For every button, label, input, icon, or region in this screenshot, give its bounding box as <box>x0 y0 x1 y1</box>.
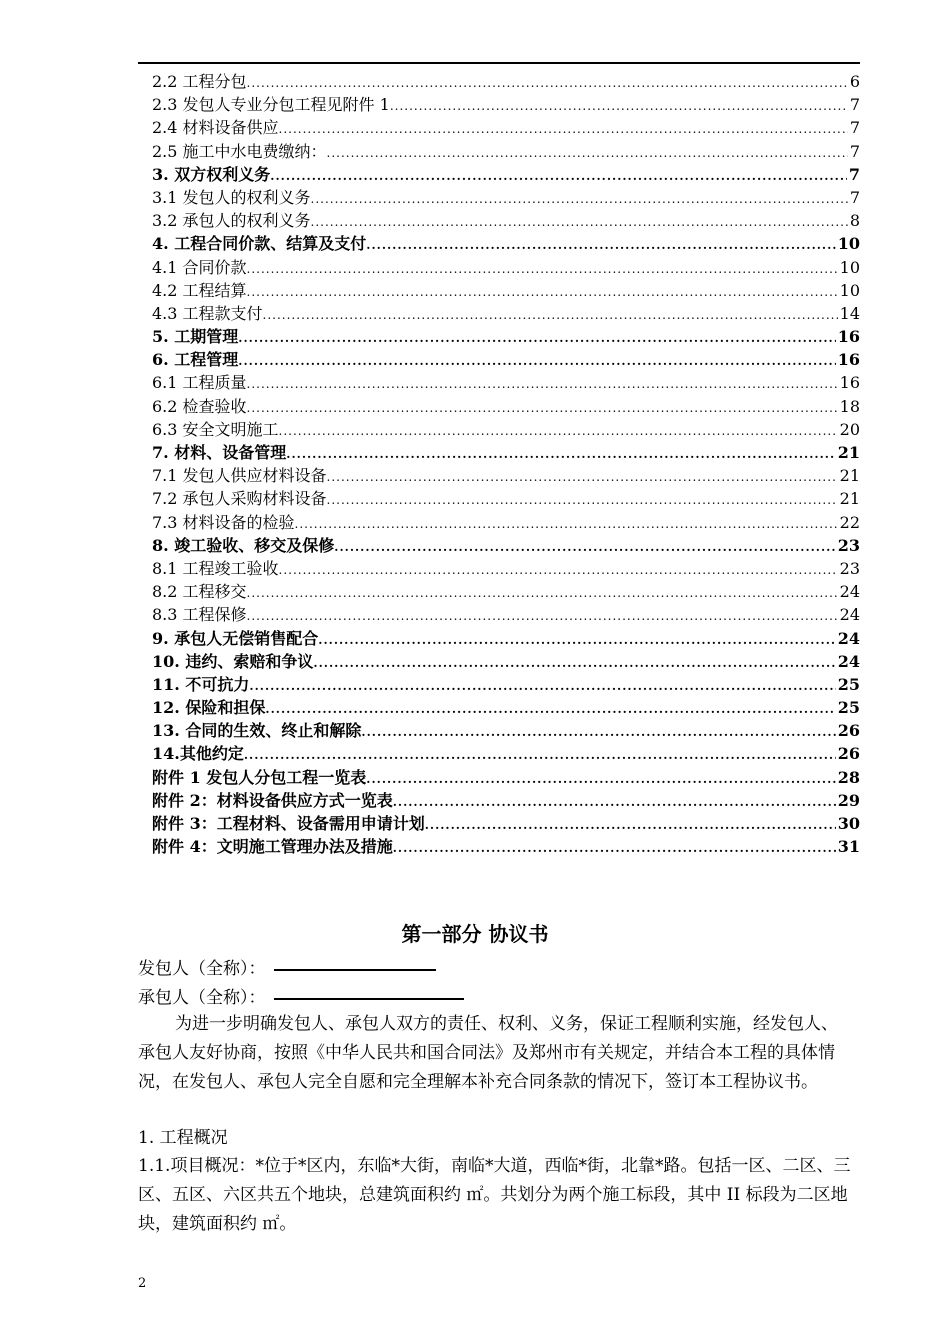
toc-entry-page: 10 <box>839 257 860 277</box>
toc-dot-leader <box>247 373 838 396</box>
toc-entry[interactable] <box>152 650 860 673</box>
toc-entry-label: 6. 工程管理 <box>152 350 239 370</box>
toc-entry-page: 16 <box>837 327 860 347</box>
toc-entry-page: 30 <box>837 814 860 833</box>
toc-dot-leader <box>327 466 838 489</box>
contractor-label: 承包人（全称）： <box>138 988 266 1008</box>
toc-dot-leader <box>270 165 847 188</box>
toc-entry[interactable] <box>152 464 860 487</box>
toc-entry-page: 29 <box>837 790 860 810</box>
toc-entry-label: 7. 材料、设备管理 <box>152 443 287 462</box>
toc-entry-label: 4.2 工程结算 <box>152 280 247 300</box>
toc-entry[interactable] <box>152 418 860 441</box>
toc-entry[interactable] <box>152 557 860 580</box>
toc-entry-page: 24 <box>839 582 860 602</box>
toc-entry[interactable] <box>152 116 860 139</box>
toc-dot-leader <box>265 698 835 721</box>
toc-entry-page: 10 <box>839 280 860 300</box>
contractor-name-blank <box>274 998 464 1000</box>
toc-entry[interactable] <box>152 719 860 742</box>
toc-dot-leader <box>366 768 835 791</box>
toc-entry-label: 8.3 工程保修 <box>152 605 247 625</box>
toc-entry[interactable] <box>152 279 860 302</box>
toc-entry-page: 26 <box>837 721 860 741</box>
toc-entry[interactable] <box>152 766 860 789</box>
toc-dot-leader <box>247 605 838 628</box>
toc-entry[interactable] <box>152 395 860 418</box>
toc-entry-page: 10 <box>837 234 860 254</box>
toc-entry-page: 7 <box>849 95 860 115</box>
toc-entry-page: 20 <box>839 419 860 439</box>
toc-entry[interactable] <box>152 325 860 348</box>
toc-dot-leader <box>263 304 838 327</box>
toc-entry[interactable] <box>152 742 860 765</box>
toc-entry[interactable] <box>152 812 860 835</box>
toc-entry-label: 12. 保险和担保 <box>152 698 266 718</box>
toc-dot-leader <box>311 188 848 211</box>
toc-entry[interactable] <box>152 603 860 626</box>
toc-entry-page: 21 <box>839 466 860 486</box>
toc-dot-leader <box>390 95 848 118</box>
toc-entry-label: 8.2 工程移交 <box>152 582 247 602</box>
toc-entry-label: 2.5 施工中水电费缴纳： <box>152 141 327 161</box>
toc-dot-leader <box>313 652 835 675</box>
toc-entry-label: 6.1 工程质量 <box>152 373 247 393</box>
toc-entry-page: 21 <box>839 489 860 509</box>
toc-entry-page: 16 <box>839 373 860 393</box>
toc-dot-leader <box>393 791 836 814</box>
toc-entry-label: 附件 4：文明施工管理办法及措施 <box>152 837 393 857</box>
toc-entry-page: 7 <box>849 141 860 161</box>
header-rule <box>138 62 860 64</box>
toc-entry-label: 附件 1 发包人分包工程一览表 <box>152 767 367 787</box>
toc-entry[interactable] <box>152 186 860 209</box>
toc-entry[interactable] <box>152 580 860 603</box>
part-title: 第一部分 协议书 <box>401 922 549 946</box>
section-1-1-text: 1.1.项目概况：*位于*区内，东临*大街，南临*大道，西临*街，北靠*路。包括一区、二区、三区、五区、六区共五个地块，总建筑面积约 ㎡。共划分为两个施工标段，其中 II 标段为二区地块，建筑面积约 ㎡。 <box>138 1156 851 1234</box>
toc-entry-page: 24 <box>837 628 860 648</box>
employer-label: 发包人（全称）： <box>138 959 266 979</box>
toc-entry-label: 6.2 检查验收 <box>152 396 247 416</box>
employer-name-blank <box>274 969 436 971</box>
toc-entry-label: 2.4 材料设备供应 <box>152 118 279 138</box>
toc-entry-label: 5. 工期管理 <box>152 327 239 347</box>
toc-entry-page: 6 <box>849 72 860 91</box>
toc-dot-leader <box>244 744 836 767</box>
intro-paragraph: 为进一步明确发包人、承包人双方的责任、权利、义务，保证工程顺利实施，经发包人、承包人友好协商，按照《中华人民共和国合同法》及郑州市有关规定，并结合本工程的具体情况，在发包人、承包人完全自愿和完全理解本补充合同条款的情况下，签订本工程协议书。 <box>138 1014 838 1092</box>
toc-dot-leader <box>286 443 835 466</box>
toc-entry[interactable] <box>152 209 860 232</box>
toc-entry[interactable] <box>152 441 860 464</box>
toc-entry[interactable] <box>152 70 860 93</box>
toc-entry[interactable] <box>152 163 860 186</box>
toc-dot-leader <box>238 327 835 350</box>
toc-entry-label: 7.1 发包人供应材料设备 <box>152 466 327 486</box>
toc-entry-label: 6.3 安全文明施工 <box>152 419 279 439</box>
table-of-contents <box>152 70 860 858</box>
toc-entry[interactable] <box>152 302 860 325</box>
toc-entry-page: 31 <box>837 837 860 857</box>
toc-dot-leader <box>247 582 838 605</box>
toc-entry-label: 2.2 工程分包 <box>152 72 247 91</box>
toc-dot-leader <box>311 211 848 234</box>
toc-entry-label: 2.3 发包人专业分包工程见附件 1 <box>152 95 390 115</box>
toc-entry[interactable] <box>152 511 860 534</box>
toc-entry-page: 7 <box>848 164 860 184</box>
toc-entry[interactable] <box>152 256 860 279</box>
page-number: 2 <box>138 1276 147 1291</box>
toc-entry-page: 8 <box>849 211 860 231</box>
toc-entry-label: 3. 双方权利义务 <box>152 164 271 184</box>
toc-entry-page: 7 <box>849 118 860 138</box>
toc-entry[interactable] <box>152 348 860 371</box>
toc-entry-label: 14.其他约定 <box>152 744 244 764</box>
toc-dot-leader <box>393 837 836 860</box>
toc-entry-label: 7.3 材料设备的检验 <box>152 512 295 532</box>
toc-entry[interactable] <box>152 835 860 858</box>
toc-dot-leader <box>279 420 838 443</box>
toc-dot-leader <box>425 814 836 837</box>
toc-entry-page: 7 <box>849 187 860 207</box>
contractor-field <box>138 983 464 1008</box>
toc-entry[interactable] <box>152 789 860 812</box>
employer-field <box>138 954 436 979</box>
toc-entry-label: 3.1 发包人的权利义务 <box>152 187 311 207</box>
toc-entry[interactable] <box>152 673 860 696</box>
toc-entry-label: 3.2 承包人的权利义务 <box>152 211 311 231</box>
toc-dot-leader <box>334 536 835 559</box>
toc-entry-page: 25 <box>837 674 860 694</box>
toc-dot-leader <box>247 397 838 420</box>
toc-entry-page: 24 <box>837 651 860 671</box>
toc-entry[interactable] <box>152 534 860 557</box>
toc-entry-page: 24 <box>839 605 860 625</box>
toc-entry-label: 附件 3：工程材料、设备需用申请计划 <box>152 814 425 833</box>
toc-dot-leader <box>247 258 838 281</box>
toc-entry-page: 25 <box>837 698 860 718</box>
toc-dot-leader <box>327 142 848 165</box>
toc-entry-label: 4.3 工程款支付 <box>152 303 263 323</box>
toc-entry[interactable] <box>152 371 860 394</box>
toc-dot-leader <box>318 629 835 652</box>
toc-entry[interactable] <box>152 487 860 510</box>
toc-dot-leader <box>361 721 835 744</box>
toc-entry-label: 10. 违约、索赔和争议 <box>152 651 314 671</box>
toc-dot-leader <box>247 281 838 304</box>
toc-entry-page: 26 <box>837 744 860 764</box>
toc-entry-page: 14 <box>839 303 860 323</box>
toc-entry[interactable] <box>152 93 860 116</box>
toc-entry-label: 7.2 承包人采购材料设备 <box>152 489 327 509</box>
toc-dot-leader <box>279 118 848 141</box>
toc-dot-leader <box>366 234 835 257</box>
toc-dot-leader <box>295 513 838 536</box>
toc-dot-leader <box>238 350 835 373</box>
toc-entry-page: 23 <box>837 535 860 555</box>
toc-dot-leader <box>247 72 848 95</box>
toc-entry-label: 4. 工程合同价款、结算及支付 <box>152 234 367 254</box>
toc-entry-label: 8. 竣工验收、移交及保修 <box>152 535 335 555</box>
section-1-title: 1. 工程概况 <box>138 1128 228 1148</box>
toc-entry-label: 附件 2：材料设备供应方式一览表 <box>152 790 393 810</box>
toc-entry-page: 18 <box>839 396 860 416</box>
toc-entry-label: 8.1 工程竣工验收 <box>152 558 279 578</box>
toc-entry-page: 22 <box>839 512 860 532</box>
toc-entry-label: 4.1 合同价款 <box>152 257 247 277</box>
toc-entry[interactable] <box>152 232 860 255</box>
toc-entry-page: 28 <box>837 767 860 787</box>
toc-entry-label: 9. 承包人无偿销售配合 <box>152 628 319 648</box>
toc-entry[interactable] <box>152 140 860 163</box>
toc-entry-page: 16 <box>837 350 860 370</box>
toc-entry-label: 11. 不可抗力 <box>152 674 250 694</box>
toc-entry[interactable] <box>152 627 860 650</box>
toc-dot-leader <box>279 559 838 582</box>
toc-entry-page: 21 <box>837 443 860 462</box>
toc-dot-leader <box>327 489 838 512</box>
toc-entry-page: 23 <box>839 558 860 578</box>
toc-entry[interactable] <box>152 696 860 719</box>
toc-dot-leader <box>249 675 835 698</box>
toc-entry-label: 13. 合同的生效、终止和解除 <box>152 721 362 741</box>
